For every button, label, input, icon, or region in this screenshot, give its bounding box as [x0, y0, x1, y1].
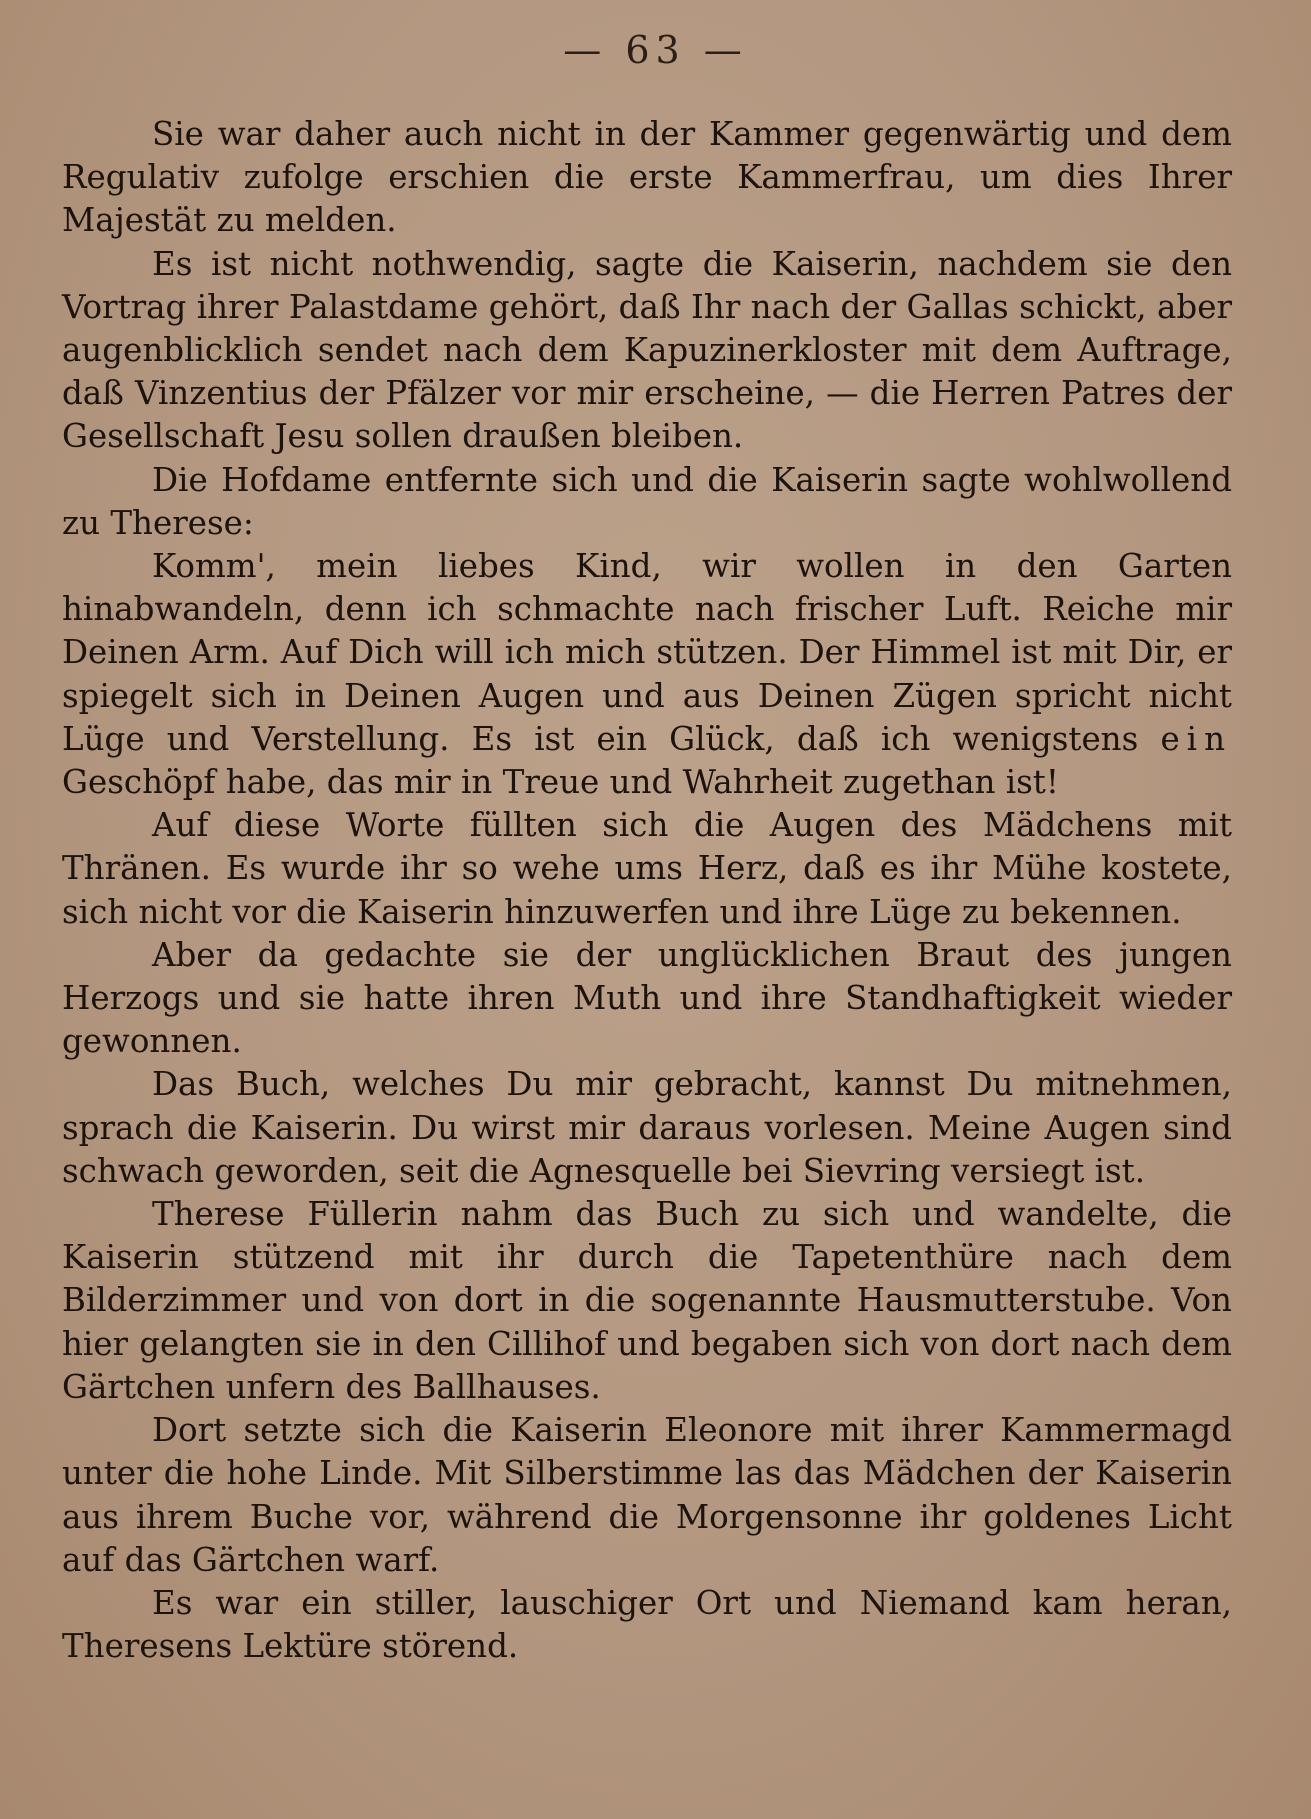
paragraph [62, 545, 1232, 804]
page-number: — 63 — [563, 28, 748, 72]
body-text [62, 113, 1232, 1668]
paragraph: Aber da gedachte sie der unglücklichen Braut des jungen Herzogs und sie hatte ihren Muth und ihre Standhaftigkeit wieder gewonnen. [62, 935, 1232, 1061]
paragraph-text: Komm', mein liebes Kind, wir wollen in den Garten hinabwandeln, denn ich schmachte nach frischer Luft. Reiche mir Deinen Arm. Auf Dich will ich mich stützen. Der Himmel ist mit Dir, er spiegelt sich in Deinen Augen und aus Deinen Zügen spricht nicht Lüge und Verstellung. Es ist ein Glück, daß ich wenigstens [62, 547, 1232, 758]
paragraph: Es war ein stiller, lauschiger Ort und Niemand kam heran, Theresens Lektüre störend. [62, 1583, 1232, 1666]
paragraph: Sie war daher auch nicht in der Kammer gegenwärtig und dem Regulativ zufolge erschien die erste Kammerfrau, um dies Ihrer Majestät zu melden. [62, 115, 1232, 240]
paragraph: Die Hofdame entfernte sich und die Kaiserin sagte wohlwollend zu Therese: [62, 460, 1232, 542]
emphasized-word: ein [1160, 719, 1232, 758]
paragraph: Dort setzte sich die Kaiserin Eleonore mit ihrer Kammermagd unter die hohe Linde. Mit Silberstimme las das Mädchen der Kaiserin aus ihrem Buche vor, während die Morgensonne ihr goldenes Licht auf das Gärtchen warf. [62, 1411, 1232, 1579]
paragraph: Auf diese Worte füllten sich die Augen des Mädchens mit Thränen. Es wurde ihr so wehe ums Herz, daß es ihr Mühe kostete, sich nicht vor die Kaiserin hinzuwerfen und ihre Lüge zu bekennen. [62, 806, 1232, 931]
paragraph: Therese Füllerin nahm das Buch zu sich und wandelte, die Kaiserin stützend mit ihr durch die Tapetenthüre nach dem Bilderzimmer und von dort in die sogenannte Hausmutterstube. Von hier gelangten sie in den Cillihof und begaben sich von dort nach dem Gärtchen unfern des Ballhauses. [62, 1195, 1232, 1406]
paragraph: Das Buch, welches Du mir gebracht, kannst Du mitnehmen, sprach die Kaiserin. Du wirst mir daraus vorlesen. Meine Augen sind schwach geworden, seit die Agnesquelle bei Sievring versiegt ist. [62, 1065, 1232, 1190]
paragraph: Es ist nicht nothwendig, sagte die Kaiserin, nachdem sie den Vortrag ihrer Palastdame gehört, daß Ihr nach der Gallas schickt, aber augenblicklich sendet nach dem Kapuzinerkloster mit dem Auftrage, daß Vinzentius der Pfälzer vor mir erscheine, — die Herren Patres der Gesellschaft Jesu sollen draußen bleiben. [62, 244, 1232, 456]
paragraph-text: Geschöpf habe, das mir in Treue und Wahrheit zugethan ist! [62, 763, 1059, 802]
